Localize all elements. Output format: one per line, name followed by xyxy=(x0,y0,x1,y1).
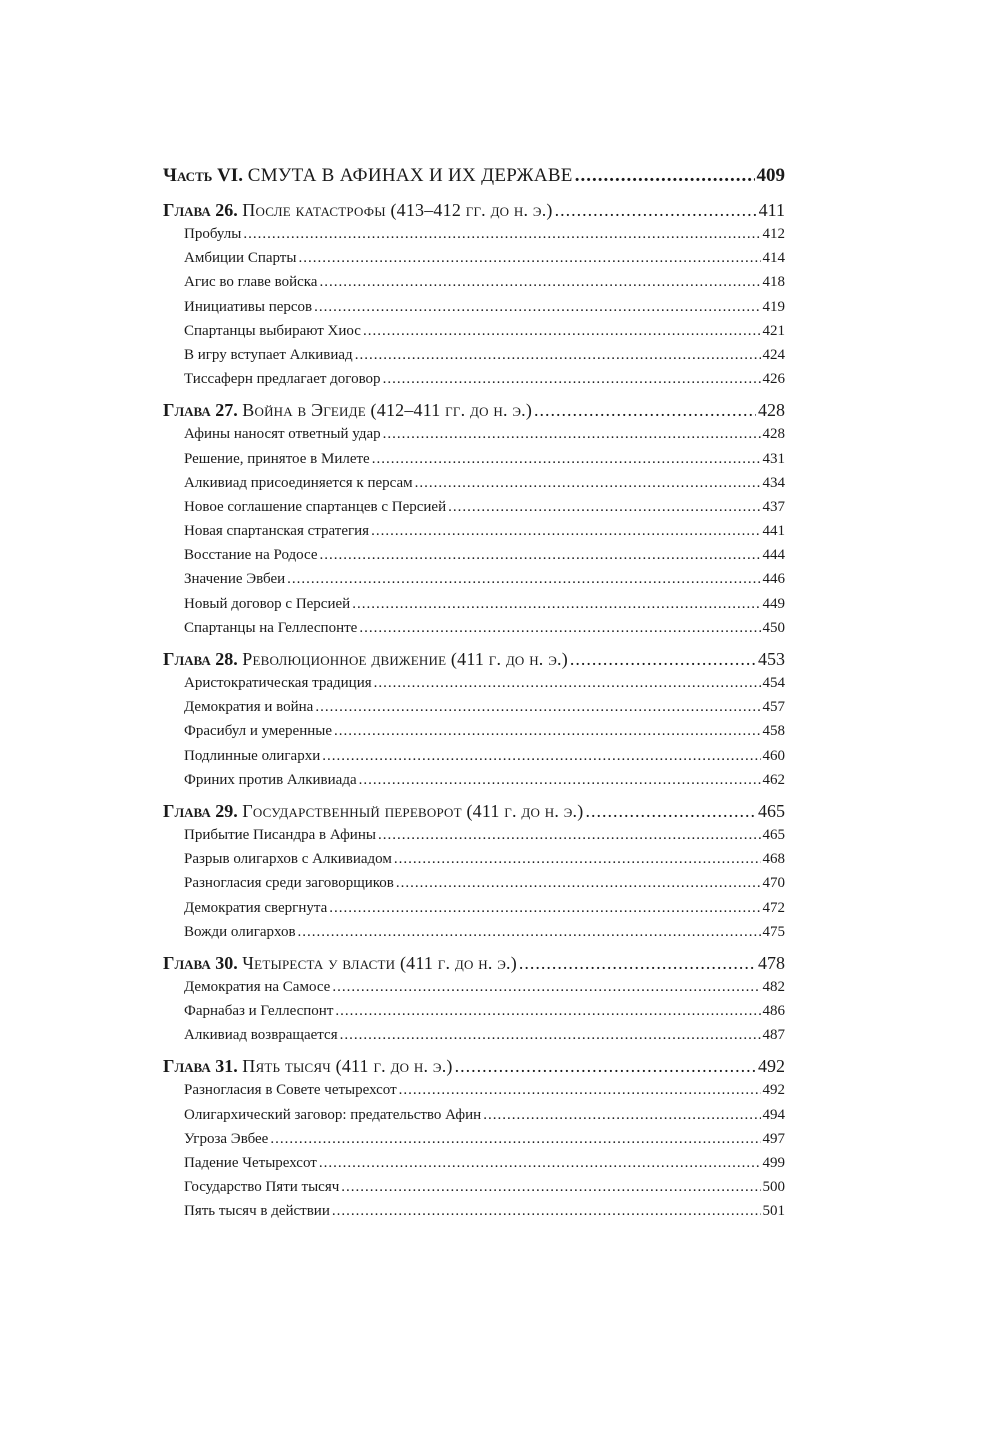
section-entry[interactable] xyxy=(163,920,785,944)
chapter-list xyxy=(163,198,785,1224)
section-page-number: 437 xyxy=(762,498,785,515)
section-entry[interactable] xyxy=(163,1175,785,1199)
dot-leader xyxy=(319,270,760,294)
dot-leader xyxy=(332,975,760,999)
chapter-page-number: 465 xyxy=(758,800,785,821)
section-page-number: 419 xyxy=(762,298,785,315)
chapter-page-number: 492 xyxy=(758,1056,785,1077)
section-title: Спартанцы выбирают Хиос xyxy=(184,322,361,339)
dot-leader xyxy=(320,543,761,567)
dot-leader xyxy=(359,616,760,640)
dot-leader xyxy=(396,871,761,895)
section-entry[interactable] xyxy=(163,319,785,343)
section-title: Прибытие Писандра в Афины xyxy=(184,826,376,843)
dot-leader xyxy=(399,1078,761,1102)
dot-leader xyxy=(314,295,760,319)
section-page-number: 426 xyxy=(762,371,785,388)
section-entry[interactable] xyxy=(163,495,785,519)
section-page-number: 487 xyxy=(762,1027,785,1044)
section-entry[interactable] xyxy=(163,744,785,768)
chapter-name: Государственный переворот (411 г. до н. э.) xyxy=(242,800,584,821)
section-title: Вожди олигархов xyxy=(184,923,296,940)
section-title: Фрасибул и умеренные xyxy=(184,723,333,740)
section-entry[interactable] xyxy=(163,695,785,719)
section-page-number: 475 xyxy=(762,923,785,940)
chapter-name: Революционное движение (411 г. до н. э.) xyxy=(242,649,568,669)
section-title: Демократия свергнута xyxy=(184,899,328,916)
section-page-number: 486 xyxy=(762,1003,785,1020)
section-entry[interactable] xyxy=(163,768,785,792)
section-page-number: 468 xyxy=(762,851,785,868)
section-title: Демократия на Самосе xyxy=(184,978,331,995)
dot-leader xyxy=(371,519,760,543)
chapter-label: Глава 29. xyxy=(163,800,238,821)
section-title: Тиссаферн предлагает договор xyxy=(184,371,381,388)
chapter-title xyxy=(163,1054,453,1078)
dot-leader xyxy=(575,164,755,188)
section-title: Новое соглашение спартанцев с Персией xyxy=(184,498,447,515)
dot-leader xyxy=(243,222,760,246)
section-entry[interactable] xyxy=(163,343,785,367)
section-title: Государство Пяти тысяч xyxy=(184,1179,340,1196)
section-page-number: 457 xyxy=(762,699,785,716)
section-entry[interactable] xyxy=(163,1103,785,1127)
section-page-number: 465 xyxy=(762,826,785,843)
section-entry[interactable] xyxy=(163,975,785,999)
section-title: Восстание на Родосе xyxy=(184,547,318,564)
section-title: Агис во главе войска xyxy=(184,274,318,291)
chapter-title xyxy=(163,647,568,671)
section-title: Разногласия в Совете четырехсот xyxy=(184,1082,397,1099)
dot-leader xyxy=(329,896,760,920)
chapter-label: Глава 27. xyxy=(163,400,238,421)
chapter-title xyxy=(163,198,553,222)
section-page-number: 460 xyxy=(762,747,785,764)
section-title: Разногласия среди заговорщиков xyxy=(184,875,394,892)
section-entry[interactable] xyxy=(163,543,785,567)
dot-leader xyxy=(319,1151,761,1175)
chapter-page-number: 411 xyxy=(758,200,785,220)
part-heading xyxy=(163,164,785,188)
section-page-number: 458 xyxy=(762,723,785,740)
section-title: Новый договор с Персией xyxy=(184,595,351,612)
section-entry[interactable] xyxy=(163,871,785,895)
dot-leader xyxy=(355,343,761,367)
section-title: Фриних против Алкивиада xyxy=(184,771,357,788)
section-title: Алкивиад присоединяется к персам xyxy=(184,474,413,491)
section-entry[interactable] xyxy=(163,567,785,591)
section-page-number: 428 xyxy=(762,426,785,443)
chapter-title xyxy=(163,951,517,975)
chapter-block xyxy=(163,198,785,391)
section-title: Разрыв олигархов с Алкивиадом xyxy=(184,851,392,868)
section-entry[interactable] xyxy=(163,246,785,270)
section-title: Подлинные олигархи xyxy=(184,747,321,764)
chapter-block xyxy=(163,647,785,792)
section-title: Спартанцы на Геллеспонте xyxy=(184,619,358,636)
section-page-number: 441 xyxy=(762,523,785,540)
section-entry[interactable] xyxy=(163,270,785,294)
dot-leader xyxy=(298,920,761,944)
section-entry[interactable] xyxy=(163,422,785,446)
dot-leader xyxy=(585,799,756,823)
section-title: Пять тысяч в действии xyxy=(184,1203,330,1220)
part-title xyxy=(163,164,573,188)
section-entry[interactable] xyxy=(163,671,785,695)
dot-leader xyxy=(335,999,760,1023)
chapter-name: Четыреста у власти (411 г. до н. э.) xyxy=(242,952,517,973)
dot-leader xyxy=(270,1127,760,1151)
dot-leader xyxy=(363,319,761,343)
section-title: Значение Эвбеи xyxy=(184,571,286,588)
dot-leader xyxy=(448,495,760,519)
section-title: Олигархический заговор: предательство Афин xyxy=(184,1106,482,1123)
part-name: СМУТА В АФИНАХ И ИХ ДЕРЖАВЕ xyxy=(247,165,573,186)
table-of-contents xyxy=(163,164,785,1231)
chapter-title xyxy=(163,398,532,422)
section-page-number: 482 xyxy=(762,978,785,995)
dot-leader xyxy=(394,847,761,871)
section-title: Решение, принятое в Милете xyxy=(184,450,370,467)
dot-leader xyxy=(298,246,760,270)
section-entry[interactable] xyxy=(163,999,785,1023)
part-page-number: 409 xyxy=(756,165,785,186)
section-page-number: 446 xyxy=(762,571,785,588)
dot-leader xyxy=(555,198,757,222)
section-entry[interactable] xyxy=(163,519,785,543)
section-entry[interactable] xyxy=(163,896,785,920)
section-page-number: 501 xyxy=(762,1203,785,1220)
section-entry[interactable] xyxy=(163,367,785,391)
section-page-number: 472 xyxy=(762,899,785,916)
section-page-number: 412 xyxy=(762,226,785,242)
dot-leader xyxy=(372,447,761,471)
chapter-heading[interactable] xyxy=(163,647,785,671)
section-entry[interactable] xyxy=(163,1078,785,1102)
dot-leader xyxy=(322,744,760,768)
dot-leader xyxy=(383,367,761,391)
dot-leader xyxy=(374,671,761,695)
chapter-block xyxy=(163,398,785,640)
section-title: Фарнабаз и Геллеспонт xyxy=(184,1003,334,1020)
dot-leader xyxy=(455,1054,756,1078)
chapter-page-number: 453 xyxy=(758,649,785,669)
section-entry[interactable] xyxy=(163,592,785,616)
dot-leader xyxy=(341,1175,760,1199)
chapter-heading[interactable] xyxy=(163,398,785,422)
dot-leader xyxy=(334,719,760,743)
section-entry[interactable] xyxy=(163,471,785,495)
section-entry[interactable] xyxy=(163,222,785,246)
section-page-number: 454 xyxy=(762,675,785,691)
section-page-number: 499 xyxy=(762,1155,785,1171)
chapter-block xyxy=(163,1054,785,1223)
dot-leader xyxy=(332,1199,761,1223)
dot-leader xyxy=(534,398,756,422)
section-page-number: 421 xyxy=(762,322,785,339)
section-entry[interactable] xyxy=(163,1127,785,1151)
section-title: Новая спартанская стратегия xyxy=(184,523,370,540)
section-title: Угроза Эвбее xyxy=(184,1130,269,1147)
section-entry[interactable] xyxy=(163,616,785,640)
chapter-label: Глава 26. xyxy=(163,200,238,220)
section-title: Падение Четырехсот xyxy=(184,1155,317,1171)
section-page-number: 470 xyxy=(762,875,785,892)
chapter-name: Пять тысяч (411 г. до н. э.) xyxy=(242,1056,453,1077)
section-title: В игру вступает Алкивиад xyxy=(184,346,353,363)
chapter-block xyxy=(163,799,785,944)
section-title: Инициативы персов xyxy=(184,298,313,315)
section-entry[interactable] xyxy=(163,295,785,319)
chapter-label: Глава 28. xyxy=(163,649,238,669)
dot-leader xyxy=(287,567,760,591)
chapter-name: После катастрофы (413–412 гг. до н. э.) xyxy=(242,200,553,220)
section-page-number: 500 xyxy=(762,1179,785,1196)
dot-leader xyxy=(352,592,760,616)
section-page-number: 450 xyxy=(762,619,785,636)
section-entry[interactable] xyxy=(163,847,785,871)
chapter-heading[interactable] xyxy=(163,1054,785,1078)
dot-leader xyxy=(340,1023,761,1047)
section-title: Афины наносят ответный удар xyxy=(184,426,381,443)
dot-leader xyxy=(483,1103,760,1127)
section-title: Пробулы xyxy=(184,226,242,242)
section-page-number: 431 xyxy=(762,450,785,467)
section-page-number: 414 xyxy=(762,250,785,267)
section-page-number: 424 xyxy=(762,346,785,363)
part-label: Часть VI. xyxy=(163,165,243,186)
section-page-number: 444 xyxy=(762,547,785,564)
chapter-page-number: 428 xyxy=(758,400,785,421)
chapter-title xyxy=(163,799,583,823)
chapter-heading[interactable] xyxy=(163,198,785,222)
section-entry[interactable] xyxy=(163,1023,785,1047)
chapter-name: Война в Эгеиде (412–411 гг. до н. э.) xyxy=(242,400,533,421)
section-entry[interactable] xyxy=(163,1151,785,1175)
section-page-number: 492 xyxy=(762,1082,785,1099)
section-page-number: 434 xyxy=(762,474,785,491)
chapter-heading[interactable] xyxy=(163,799,785,823)
chapter-label: Глава 30. xyxy=(163,952,238,973)
section-page-number: 418 xyxy=(762,274,785,291)
dot-leader xyxy=(570,647,756,671)
chapter-block xyxy=(163,951,785,1048)
dot-leader xyxy=(383,422,761,446)
section-entry[interactable] xyxy=(163,447,785,471)
chapter-page-number: 478 xyxy=(758,952,785,973)
dot-leader xyxy=(415,471,761,495)
section-page-number: 449 xyxy=(762,595,785,612)
dot-leader xyxy=(315,695,760,719)
section-entry[interactable] xyxy=(163,719,785,743)
section-page-number: 462 xyxy=(762,771,785,788)
dot-leader xyxy=(519,951,756,975)
chapter-heading[interactable] xyxy=(163,951,785,975)
section-title: Аристократическая традиция xyxy=(184,675,372,691)
section-title: Амбиции Спарты xyxy=(184,250,297,267)
section-title: Демократия и война xyxy=(184,699,314,716)
chapter-label: Глава 31. xyxy=(163,1056,238,1077)
dot-leader xyxy=(378,823,761,847)
section-entry[interactable] xyxy=(163,823,785,847)
section-entry[interactable] xyxy=(163,1199,785,1223)
section-title: Алкивиад возвращается xyxy=(184,1027,338,1044)
dot-leader xyxy=(359,768,761,792)
section-page-number: 497 xyxy=(762,1130,785,1147)
section-page-number: 494 xyxy=(762,1106,785,1123)
